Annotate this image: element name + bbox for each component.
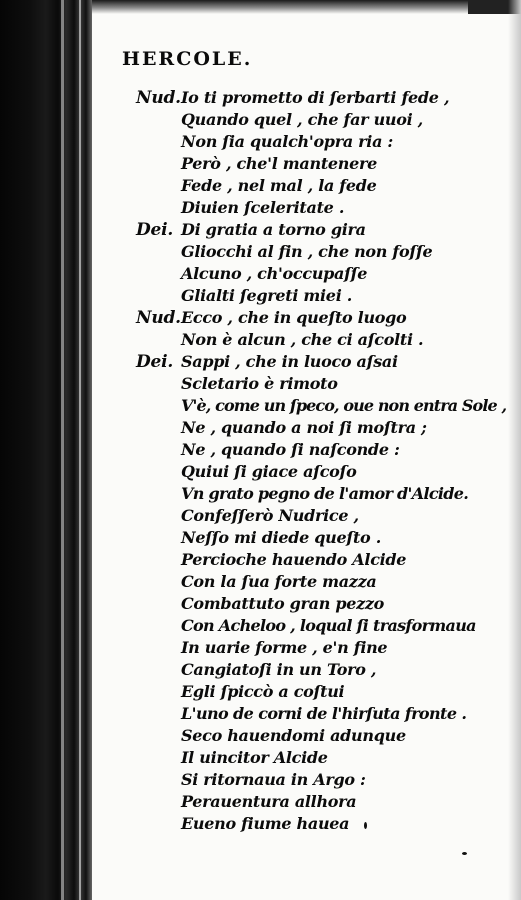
line-text: Eueno fiume hauea xyxy=(181,814,350,833)
line-text: Non ſia qualch'opra ria : xyxy=(181,132,394,151)
line-text: Con la ſua forte mazza xyxy=(181,572,377,591)
running-head: HERCOLE. xyxy=(122,48,253,70)
speaker-label: Dei. xyxy=(136,220,174,240)
binding-edge-line xyxy=(61,0,64,900)
line-text: Però , che'l mantenere xyxy=(181,154,378,173)
line-text: Seco hauendomi adunque xyxy=(181,726,406,745)
line-text: Non è alcun , che ci aſcolti . xyxy=(181,330,424,349)
line-text: Ne , quando a noi ſi moſtra ; xyxy=(181,418,427,437)
line-text: Ecco , che in queſto luogo xyxy=(181,308,407,327)
line-text: Sappi , che in luoco aſsai xyxy=(181,352,398,371)
binding-edge-line xyxy=(79,0,81,900)
speaker-label: Nud. xyxy=(136,88,181,108)
line-text: Con Acheloo , loqual ſi trasformaua xyxy=(181,616,476,635)
line-text: Si ritornaua in Argo : xyxy=(181,770,366,789)
ink-speck xyxy=(462,852,467,855)
line-text: Io ti prometto di ſerbarti fede , xyxy=(181,88,450,107)
line-text: L'uno de corni de l'hirſuta fronte . xyxy=(181,704,467,723)
line-text: In uarie forme , e'n fine xyxy=(181,638,388,657)
line-text: Neſſo mi diede queſto . xyxy=(181,528,381,547)
top-edge-shadow xyxy=(92,0,521,14)
ink-speck xyxy=(364,822,367,829)
line-text: Combattuto gran pezzo xyxy=(181,594,385,613)
line-text: Gliocchi al fin , che non foſſe xyxy=(181,242,433,261)
line-text: Diuien ſceleritate . xyxy=(181,198,345,217)
line-text: Cangiatoſi in un Toro , xyxy=(181,660,377,679)
line-text: Di gratia a torno gira xyxy=(181,220,366,239)
line-text: Il uincitor Alcide xyxy=(181,748,328,767)
line-text: Perauentura allhora xyxy=(181,792,357,811)
line-text: Vn grato pegno de l'amor d'Alcide. xyxy=(181,484,469,503)
speaker-label: Nud. xyxy=(136,308,181,328)
line-text: Quiui ſi giace aſcoſo xyxy=(181,462,357,481)
line-text: Scletario è rimoto xyxy=(181,374,338,393)
right-edge-shadow xyxy=(508,0,521,900)
line-text: Confeſſerò Nudrice , xyxy=(181,506,359,525)
line-text: Ne , quando ſi naſconde : xyxy=(181,440,400,459)
line-text: V'è, come un ſpeco, oue non entra Sole , xyxy=(181,396,507,415)
speaker-label: Dei. xyxy=(136,352,174,372)
line-text: Glialti ſegreti miei . xyxy=(181,286,353,305)
line-text: Percioche hauendo Alcide xyxy=(181,550,407,569)
line-text: Egli ſpiccò a coſtui xyxy=(181,682,345,701)
line-text: Fede , nel mal , la fede xyxy=(181,176,377,195)
line-text: Alcuno , ch'occupaſſe xyxy=(181,264,368,283)
line-text: Quando quel , che far uuoi , xyxy=(181,110,423,129)
